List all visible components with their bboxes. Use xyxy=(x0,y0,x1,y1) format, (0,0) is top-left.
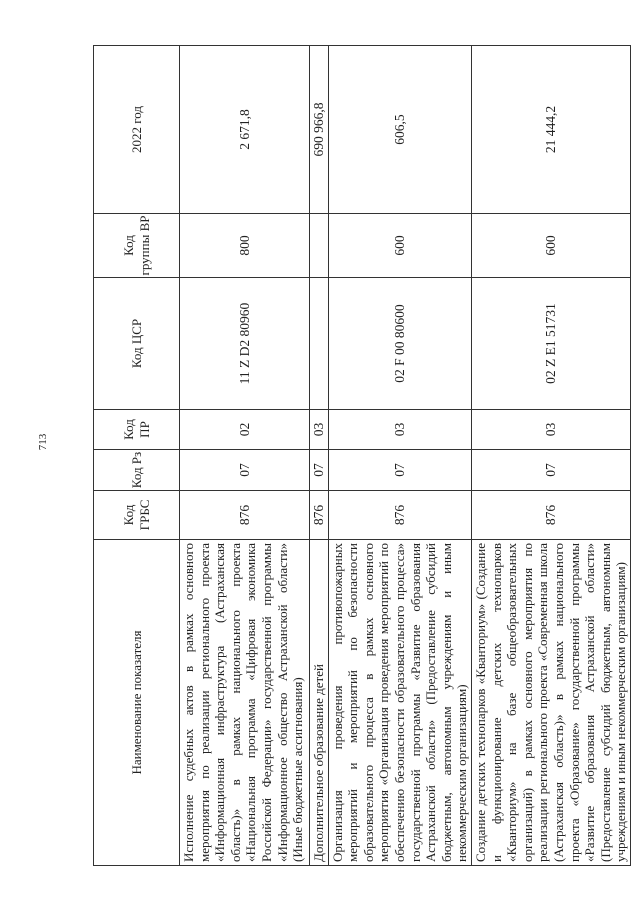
header-rz: Код Рз xyxy=(94,450,180,491)
cell-year: 690 966,8 xyxy=(310,46,329,214)
cell-rz: 07 xyxy=(310,450,329,491)
table-header-row xyxy=(94,46,180,866)
header-grbs: Код ГРБС xyxy=(94,491,180,540)
cell-name: Организация проведения противопожарных мероприятий и мероприятий по безопасности образовательного процесса в рамках основного мероприятия «Организация проведения мероприятий по обеспечению безопасности образовательного процесса» государственной программы «Развитие образования Астраханской области» (Предоставление субсидий бюджетным, автономным учреждениям и иным некоммерческим организациям) xyxy=(328,540,471,866)
cell-year: 606,5 xyxy=(328,46,471,214)
cell-name: Дополнительное образование детей xyxy=(310,540,329,866)
budget-table xyxy=(93,45,631,866)
cell-rz: 07 xyxy=(180,450,310,491)
cell-pr: 03 xyxy=(328,410,471,450)
cell-grbs: 876 xyxy=(328,491,471,540)
cell-vr: 600 xyxy=(471,214,630,278)
cell-vr: 800 xyxy=(180,214,310,278)
header-csr: Код ЦСР xyxy=(94,278,180,410)
cell-rz: 07 xyxy=(328,450,471,491)
header-year: 2022 год xyxy=(94,46,180,214)
cell-pr: 03 xyxy=(471,410,630,450)
cell-vr xyxy=(310,214,329,278)
cell-vr: 600 xyxy=(328,214,471,278)
cell-pr: 02 xyxy=(180,410,310,450)
cell-year: 2 671,8 xyxy=(180,46,310,214)
table-row xyxy=(328,46,471,866)
header-name: Наименование показателя xyxy=(94,540,180,866)
cell-csr xyxy=(310,278,329,410)
cell-csr: 11 Z D2 80960 xyxy=(180,278,310,410)
cell-grbs: 876 xyxy=(180,491,310,540)
cell-grbs: 876 xyxy=(310,491,329,540)
table-row xyxy=(310,46,329,866)
table-row xyxy=(180,46,310,866)
budget-table-rotated xyxy=(93,46,629,866)
header-vr: Код группы ВР xyxy=(94,214,180,278)
cell-name: Создание детских технопарков «Кванториум» (Создание и функционирование детских технопарков «Кванториум» на базе общеобразовательных организаций) в рамках основного мероприятия по реализации регионального проекта «Современная школа (Астраханская область)» в рамках национального проекта «Образование» государственной программы «Развитие образования Астраханской области» (Предоставление субсидий бюджетным, автономным учреждениям и иным некоммерческим организациям) xyxy=(471,540,630,866)
header-pr: Код ПР xyxy=(94,410,180,450)
cell-name: Исполнение судебных актов в рамках основного мероприятия по реализации регионального проекта «Информационная инфраструктура (Астраханская область)» в рамках национального проекта «Национальная программа «Цифровая экономика Российской Федерации» государственной программы «Информационное общество Астраханской области» (Иные бюджетные ассигнования) xyxy=(180,540,310,866)
cell-grbs: 876 xyxy=(471,491,630,540)
page-number: 713 xyxy=(37,433,49,451)
cell-rz: 07 xyxy=(471,450,630,491)
table-row xyxy=(471,46,630,866)
cell-pr: 03 xyxy=(310,410,329,450)
cell-csr: 02 F 00 80600 xyxy=(328,278,471,410)
cell-year: 21 444,2 xyxy=(471,46,630,214)
cell-csr: 02 Z E1 51731 xyxy=(471,278,630,410)
